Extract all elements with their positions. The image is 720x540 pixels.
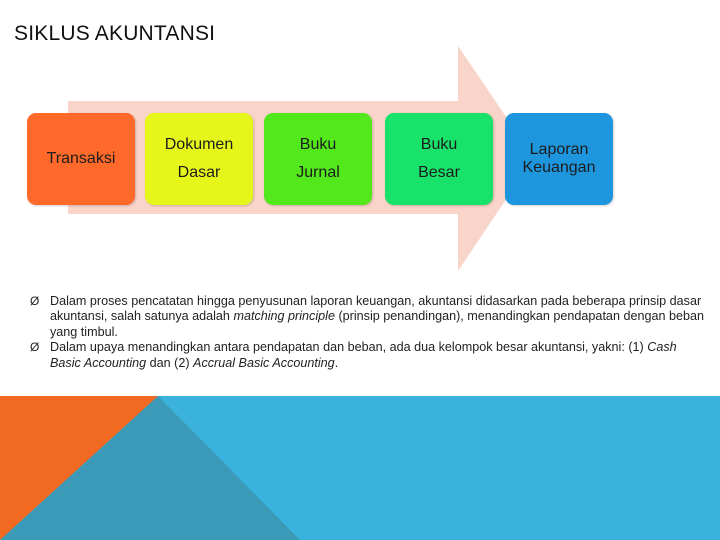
bullet-text: . bbox=[334, 355, 339, 370]
bullet-text: (prinsip penandingan), menandingkan pendapatan dengan beban yang timbul. bbox=[50, 309, 704, 339]
step-label-line2: Keuangan bbox=[522, 158, 596, 176]
bullet-arrow-icon: Ø bbox=[30, 340, 40, 355]
bullet-text: Dalam upaya menandingkan antara pendapatan dan beban, ada dua kelompok besar akuntansi, yakni: (1) bbox=[50, 340, 648, 355]
bullet-emphasis: Cash Basic Accounting bbox=[50, 340, 677, 370]
step-label-line2: Besar bbox=[418, 164, 460, 181]
bullet-emphasis: matching principle bbox=[233, 309, 335, 324]
step-label-line1: Transaksi bbox=[46, 150, 116, 168]
step-label-line2: Dasar bbox=[177, 164, 221, 181]
bullet-text: dan (2) bbox=[146, 355, 194, 370]
step-label-line1: Buku bbox=[299, 136, 337, 154]
slide-title: SIKLUS AKUNTANSI bbox=[14, 22, 216, 45]
bullet-emphasis: Accrual Basic Accounting bbox=[193, 355, 335, 370]
bullet-text: Dalam proses pencatatan hingga penyusunan laporan keuangan, akuntansi didasarkan pada beberapa prinsip dasar akuntansi, salah satunya adalah bbox=[50, 294, 702, 324]
step-label-line1: Buku bbox=[420, 136, 458, 154]
step-label-line2: Jurnal bbox=[296, 164, 340, 181]
step-label-line1: Laporan bbox=[529, 141, 589, 158]
step-label-line1: Dokumen bbox=[164, 136, 234, 154]
bullet-arrow-icon: Ø bbox=[30, 294, 40, 308]
